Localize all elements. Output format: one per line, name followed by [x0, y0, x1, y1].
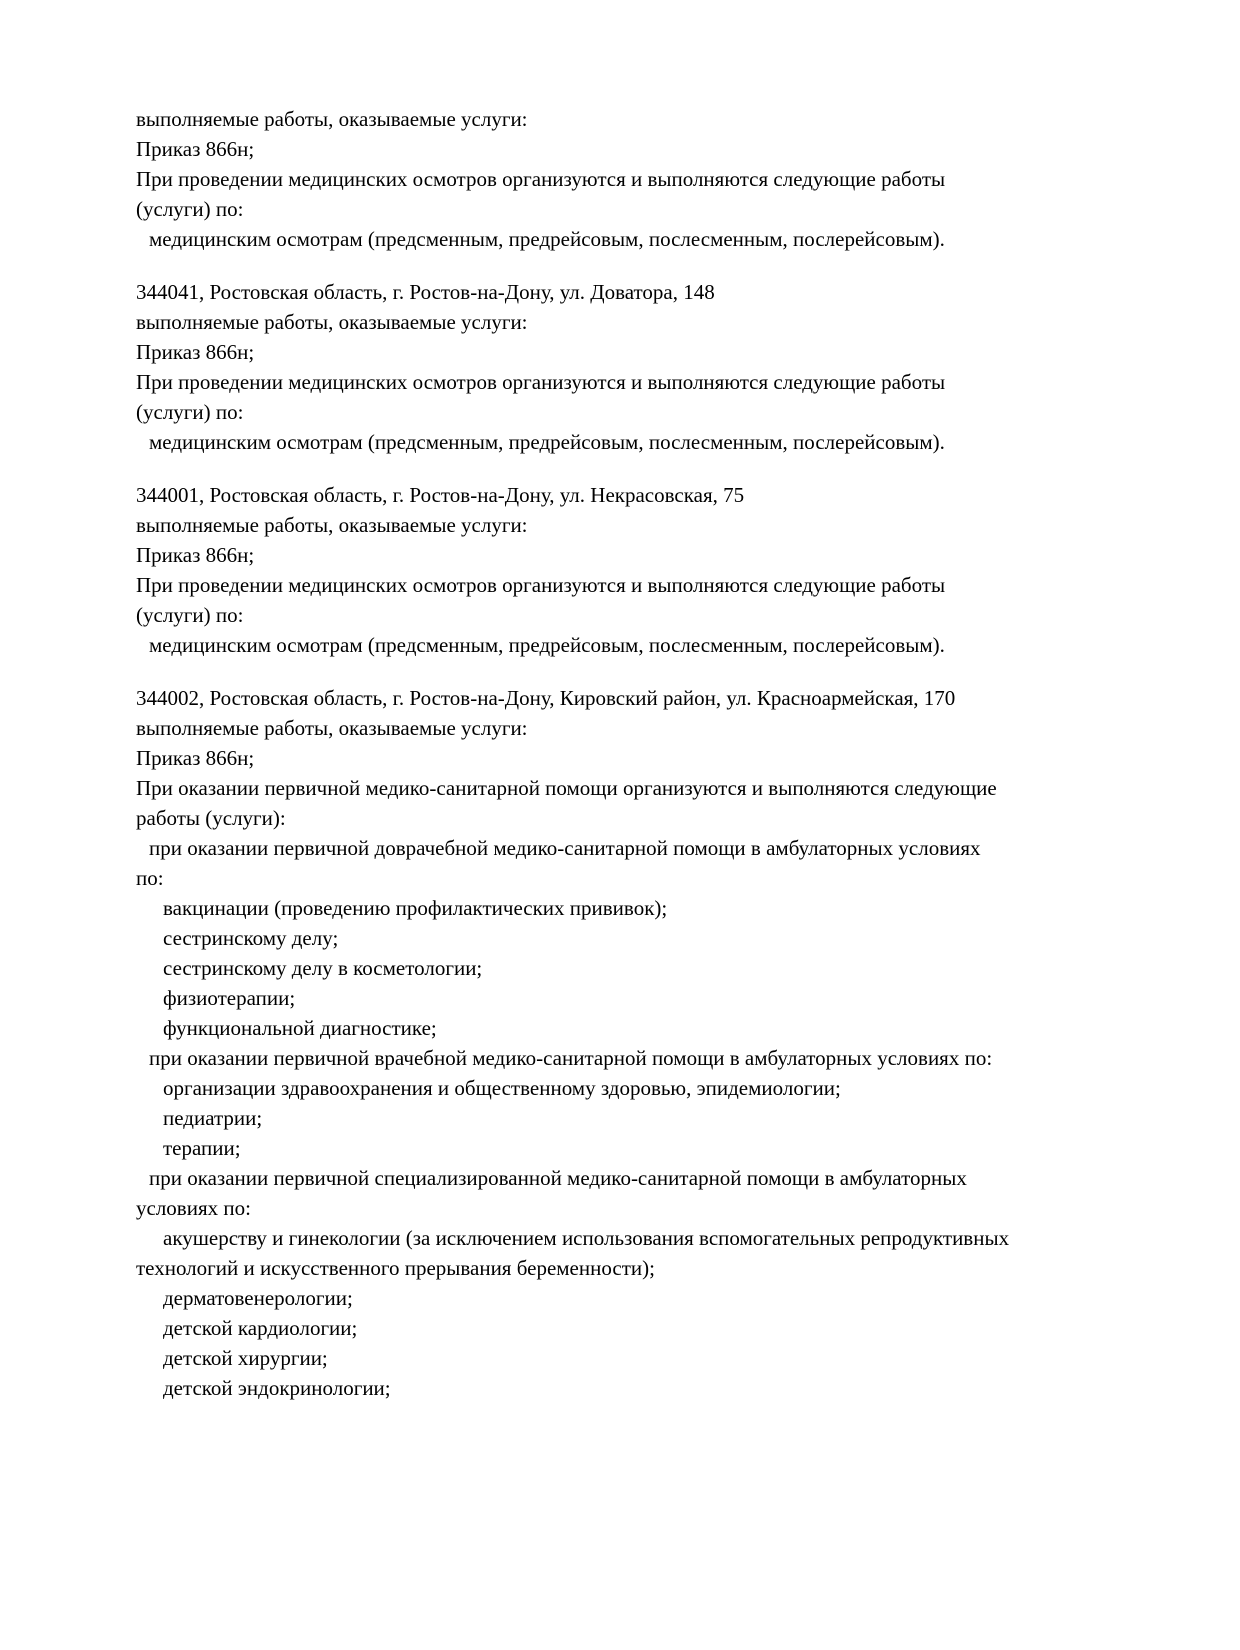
license-address-block — [136, 104, 1170, 254]
document-text-line: детской кардиологии; — [163, 1316, 358, 1340]
document-text-line: по: — [136, 866, 164, 890]
document-text-line: функциональной диагностике; — [163, 1016, 437, 1040]
document-text-line: терапии; — [163, 1136, 241, 1160]
license-address-block — [136, 277, 1170, 457]
document-text-line: При проведении медицинских осмотров организуются и выполняются следующие работы — [136, 573, 946, 597]
license-address-block — [136, 480, 1170, 660]
document-text-line: вакцинации (проведению профилактических прививок); — [163, 896, 668, 920]
document-text-line: при оказании первичной доврачебной медико-санитарной помощи в амбулаторных условиях — [149, 836, 981, 860]
document-text-line: сестринскому делу; — [163, 926, 339, 950]
document-text-line: работы (услуги): — [136, 806, 286, 830]
document-text-line: Приказ 866н; — [136, 746, 255, 770]
document-text-line: (услуги) по: — [136, 603, 244, 627]
document-text-line: выполняемые работы, оказываемые услуги: — [136, 716, 528, 740]
document-text-line: при оказании первичной врачебной медико-санитарной помощи в амбулаторных условиях по: — [149, 1046, 993, 1070]
document-text-line: медицинским осмотрам (предсменным, предрейсовым, послесменным, послерейсовым). — [149, 430, 945, 454]
document-text-line: условиях по: — [136, 1196, 251, 1220]
address-line: 344041, Ростовская область, г. Ростов-на-Дону, ул. Доватора, 148 — [136, 280, 715, 304]
document-text-line: выполняемые работы, оказываемые услуги: — [136, 310, 528, 334]
document-text-line: медицинским осмотрам (предсменным, предрейсовым, послесменным, послерейсовым). — [149, 227, 945, 251]
license-address-block — [136, 683, 1170, 1403]
document-text-line: физиотерапии; — [163, 986, 296, 1010]
license-services-text — [136, 104, 1170, 1403]
document-text-line: При проведении медицинских осмотров организуются и выполняются следующие работы — [136, 167, 946, 191]
document-text-line: (услуги) по: — [136, 197, 244, 221]
document-text-line: выполняемые работы, оказываемые услуги: — [136, 513, 528, 537]
document-text-line: технологий и искусственного прерывания беременности); — [136, 1256, 655, 1280]
document-text-line: Приказ 866н; — [136, 543, 255, 567]
document-text-line: выполняемые работы, оказываемые услуги: — [136, 107, 528, 131]
document-text-line: Приказ 866н; — [136, 340, 255, 364]
document-text-line: сестринскому делу в косметологии; — [163, 956, 483, 980]
document-text-line: дерматовенерологии; — [163, 1286, 353, 1310]
document-text-line: детской эндокринологии; — [163, 1376, 391, 1400]
document-text-line: медицинским осмотрам (предсменным, предрейсовым, послесменным, послерейсовым). — [149, 633, 945, 657]
document-text-line: Приказ 866н; — [136, 137, 255, 161]
document-text-line: при оказании первичной специализированной медико-санитарной помощи в амбулаторных — [149, 1166, 967, 1190]
document-text-line: При проведении медицинских осмотров организуются и выполняются следующие работы — [136, 370, 946, 394]
document-text-line: (услуги) по: — [136, 400, 244, 424]
document-text-line: организации здравоохранения и общественному здоровью, эпидемиологии; — [163, 1076, 841, 1100]
document-text-line: акушерству и гинекологии (за исключением использования вспомогательных репродуктивных — [163, 1226, 1010, 1250]
address-line: 344001, Ростовская область, г. Ростов-на-Дону, ул. Некрасовская, 75 — [136, 483, 745, 507]
document-text-line: педиатрии; — [163, 1106, 263, 1130]
document-text-line: детской хирургии; — [163, 1346, 328, 1370]
address-line: 344002, Ростовская область, г. Ростов-на-Дону, Кировский район, ул. Красноармейская, 170 — [136, 686, 956, 710]
document-text-line: При оказании первичной медико-санитарной помощи организуются и выполняются следующие — [136, 776, 997, 800]
